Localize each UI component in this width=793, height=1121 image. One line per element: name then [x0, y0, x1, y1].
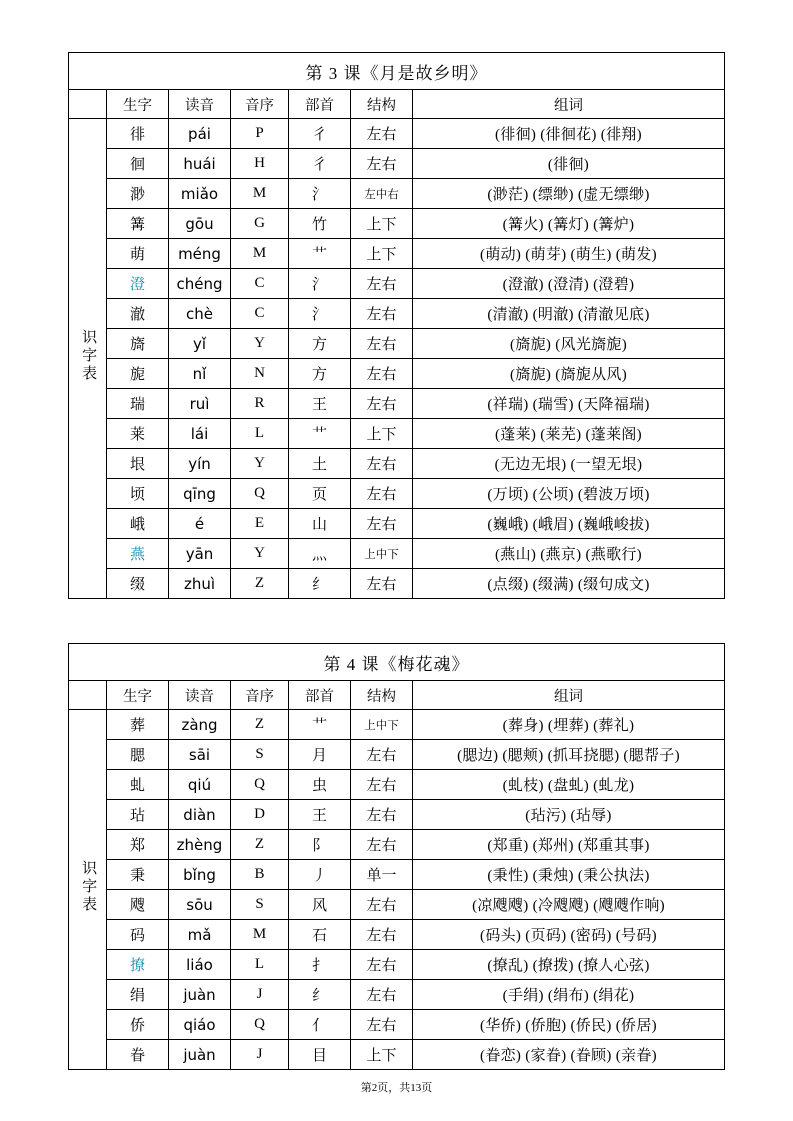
cell-character: 缀	[107, 569, 169, 599]
table-gap	[68, 599, 725, 643]
cell-structure: 左右	[351, 509, 413, 539]
cell-character: 眷	[107, 1040, 169, 1070]
cell-pinyin: é	[169, 509, 231, 539]
cell-radical: 方	[289, 359, 351, 389]
cell-radical: 纟	[289, 980, 351, 1010]
cell-initial-letter: L	[231, 950, 289, 980]
cell-words: (腮边) (腮颊) (抓耳挠腮) (腮帮子)	[413, 740, 725, 770]
header-bushou: 部首	[289, 90, 351, 119]
cell-radical: 氵	[289, 269, 351, 299]
cell-character: 葬	[107, 710, 169, 740]
cell-initial-letter: S	[231, 890, 289, 920]
cell-initial-letter: N	[231, 359, 289, 389]
cell-structure: 左中右	[351, 179, 413, 209]
cell-radical: 阝	[289, 830, 351, 860]
cell-structure: 左右	[351, 449, 413, 479]
cell-structure: 左右	[351, 770, 413, 800]
cell-pinyin: zhuì	[169, 569, 231, 599]
table-row	[69, 830, 725, 860]
cell-character: 徘	[107, 119, 169, 149]
table-row	[69, 860, 725, 890]
cell-radical: 丿	[289, 860, 351, 890]
cell-character: 峨	[107, 509, 169, 539]
table-row	[69, 980, 725, 1010]
cell-radical: 土	[289, 449, 351, 479]
cell-structure: 上中下	[351, 539, 413, 569]
cell-radical: 纟	[289, 569, 351, 599]
cell-radical: 氵	[289, 299, 351, 329]
cell-initial-letter: Y	[231, 329, 289, 359]
table-row	[69, 800, 725, 830]
cell-initial-letter: Q	[231, 770, 289, 800]
table-row	[69, 950, 725, 980]
cell-structure: 左右	[351, 920, 413, 950]
cell-words: (祥瑞) (瑞雪) (天降福瑞)	[413, 389, 725, 419]
cell-initial-letter: P	[231, 119, 289, 149]
cell-structure: 左右	[351, 980, 413, 1010]
row-group-label	[69, 710, 107, 1070]
cell-pinyin: yān	[169, 539, 231, 569]
cell-words: (燕山) (燕京) (燕歌行)	[413, 539, 725, 569]
cell-pinyin: yín	[169, 449, 231, 479]
cell-words: (万顷) (公顷) (碧波万顷)	[413, 479, 725, 509]
page-footer: 第2页，共13页	[360, 1082, 433, 1094]
cell-words: (秉性) (秉烛) (秉公执法)	[413, 860, 725, 890]
cell-structure: 左右	[351, 830, 413, 860]
row-group-label-text: 识字表	[80, 329, 97, 383]
table-title	[69, 644, 725, 681]
cell-structure: 上下	[351, 419, 413, 449]
cell-pinyin: ruì	[169, 389, 231, 419]
cell-structure: 左右	[351, 119, 413, 149]
cell-character: 篝	[107, 209, 169, 239]
cell-radical: 竹	[289, 209, 351, 239]
header-zuci: 组词	[413, 90, 725, 119]
cell-character: 燕	[107, 539, 169, 569]
cell-radical: 目	[289, 1040, 351, 1070]
table-header-row	[69, 681, 725, 710]
cell-radical: 石	[289, 920, 351, 950]
header-zuci: 组词	[413, 681, 725, 710]
cell-structure: 左右	[351, 1010, 413, 1040]
table-row	[69, 419, 725, 449]
cell-structure: 左右	[351, 329, 413, 359]
cell-pinyin: zhèng	[169, 830, 231, 860]
cell-words: (旖旎) (旖旎从风)	[413, 359, 725, 389]
table-row	[69, 239, 725, 269]
cell-words: (萌动) (萌芽) (萌生) (萌发)	[413, 239, 725, 269]
cell-pinyin: gōu	[169, 209, 231, 239]
cell-character: 徊	[107, 149, 169, 179]
cell-structure: 左右	[351, 800, 413, 830]
cell-character: 渺	[107, 179, 169, 209]
cell-initial-letter: Y	[231, 449, 289, 479]
header-jiegou: 结构	[351, 90, 413, 119]
cell-pinyin: sōu	[169, 890, 231, 920]
cell-structure: 左右	[351, 299, 413, 329]
table-row	[69, 1010, 725, 1040]
cell-character: 侨	[107, 1010, 169, 1040]
cell-pinyin: bǐng	[169, 860, 231, 890]
header-duyin: 读音	[169, 90, 231, 119]
header-duyin: 读音	[169, 681, 231, 710]
cell-pinyin: pái	[169, 119, 231, 149]
cell-initial-letter: J	[231, 980, 289, 1010]
table-row	[69, 179, 725, 209]
cell-initial-letter: C	[231, 269, 289, 299]
cell-structure: 上下	[351, 1040, 413, 1070]
cell-initial-letter: R	[231, 389, 289, 419]
cell-initial-letter: E	[231, 509, 289, 539]
cell-words: (旖旎) (风光旖旎)	[413, 329, 725, 359]
cell-character: 飕	[107, 890, 169, 920]
cell-character: 撩	[107, 950, 169, 980]
cell-pinyin: juàn	[169, 1040, 231, 1070]
cell-pinyin: juàn	[169, 980, 231, 1010]
cell-pinyin: diàn	[169, 800, 231, 830]
cell-words: (撩乱) (撩拨) (撩人心弦)	[413, 950, 725, 980]
row-group-label-text: 识字表	[80, 860, 97, 914]
cell-words: (蓬莱) (莱芜) (蓬莱阁)	[413, 419, 725, 449]
cell-character: 垠	[107, 449, 169, 479]
cell-pinyin: yǐ	[169, 329, 231, 359]
cell-pinyin: méng	[169, 239, 231, 269]
cell-pinyin: nǐ	[169, 359, 231, 389]
table-row	[69, 740, 725, 770]
table-row	[69, 329, 725, 359]
header-jiegou: 结构	[351, 681, 413, 710]
cell-radical: 彳	[289, 149, 351, 179]
table-row	[69, 359, 725, 389]
cell-structure: 上中下	[351, 710, 413, 740]
cell-radical: 氵	[289, 179, 351, 209]
table-row	[69, 770, 725, 800]
cell-words: (手绢) (绢布) (绢花)	[413, 980, 725, 1010]
table-row	[69, 209, 725, 239]
cell-initial-letter: H	[231, 149, 289, 179]
cell-initial-letter: Z	[231, 830, 289, 860]
table-row	[69, 710, 725, 740]
cell-structure: 左右	[351, 389, 413, 419]
table-header-row	[69, 90, 725, 119]
cell-structure: 左右	[351, 950, 413, 980]
cell-radical: 山	[289, 509, 351, 539]
cell-character: 腮	[107, 740, 169, 770]
lesson-table-1	[68, 52, 725, 599]
cell-initial-letter: M	[231, 920, 289, 950]
cell-radical: 亻	[289, 1010, 351, 1040]
cell-character: 虬	[107, 770, 169, 800]
cell-pinyin: lái	[169, 419, 231, 449]
cell-pinyin: mǎ	[169, 920, 231, 950]
table-row	[69, 539, 725, 569]
cell-radical: 月	[289, 740, 351, 770]
title-name: 《梅花魂》	[379, 654, 470, 674]
cell-radical: 王	[289, 800, 351, 830]
cell-words: (华侨) (侨胞) (侨民) (侨居)	[413, 1010, 725, 1040]
header-corner	[69, 90, 107, 119]
cell-words: (郑重) (郑州) (郑重其事)	[413, 830, 725, 860]
title-lesson: 第 3 课	[305, 63, 362, 83]
header-shengzi: 生字	[107, 681, 169, 710]
cell-radical: 艹	[289, 419, 351, 449]
cell-radical: 艹	[289, 710, 351, 740]
cell-initial-letter: Q	[231, 479, 289, 509]
cell-initial-letter: Z	[231, 569, 289, 599]
cell-character: 澈	[107, 299, 169, 329]
cell-structure: 左右	[351, 890, 413, 920]
table-row	[69, 119, 725, 149]
cell-initial-letter: M	[231, 179, 289, 209]
cell-radical: 虫	[289, 770, 351, 800]
cell-character: 码	[107, 920, 169, 950]
cell-structure: 左右	[351, 569, 413, 599]
cell-words: (徘徊) (徘徊花) (徘翔)	[413, 119, 725, 149]
table-row	[69, 890, 725, 920]
cell-character: 旖	[107, 329, 169, 359]
cell-pinyin: chè	[169, 299, 231, 329]
cell-structure: 左右	[351, 740, 413, 770]
cell-pinyin: liáo	[169, 950, 231, 980]
cell-initial-letter: C	[231, 299, 289, 329]
table-row	[69, 1040, 725, 1070]
table-row	[69, 509, 725, 539]
table-row	[69, 269, 725, 299]
cell-character: 玷	[107, 800, 169, 830]
cell-pinyin: qiú	[169, 770, 231, 800]
cell-structure: 左右	[351, 359, 413, 389]
title-lesson: 第 4 课	[323, 654, 380, 674]
cell-words: (无边无垠) (一望无垠)	[413, 449, 725, 479]
cell-radical: 艹	[289, 239, 351, 269]
row-group-label	[69, 119, 107, 599]
cell-radical: 灬	[289, 539, 351, 569]
cell-initial-letter: M	[231, 239, 289, 269]
cell-words: (巍峨) (峨眉) (巍峨峻拔)	[413, 509, 725, 539]
cell-structure: 左右	[351, 149, 413, 179]
cell-character: 萌	[107, 239, 169, 269]
table-row	[69, 920, 725, 950]
header-shengzi: 生字	[107, 90, 169, 119]
table-row	[69, 299, 725, 329]
cell-initial-letter: Z	[231, 710, 289, 740]
cell-character: 澄	[107, 269, 169, 299]
cell-radical: 扌	[289, 950, 351, 980]
cell-initial-letter: S	[231, 740, 289, 770]
cell-structure: 上下	[351, 239, 413, 269]
table-title-row	[69, 53, 725, 90]
cell-words: (眷恋) (家眷) (眷顾) (亲眷)	[413, 1040, 725, 1070]
cell-initial-letter: J	[231, 1040, 289, 1070]
cell-initial-letter: B	[231, 860, 289, 890]
cell-character: 旎	[107, 359, 169, 389]
table-row	[69, 479, 725, 509]
cell-radical: 方	[289, 329, 351, 359]
cell-words: (凉飕飕) (冷飕飕) (飕飕作响)	[413, 890, 725, 920]
table-row	[69, 569, 725, 599]
table-row	[69, 149, 725, 179]
cell-character: 郑	[107, 830, 169, 860]
cell-pinyin: huái	[169, 149, 231, 179]
cell-initial-letter: G	[231, 209, 289, 239]
table-row	[69, 389, 725, 419]
cell-radical: 王	[289, 389, 351, 419]
cell-structure: 上下	[351, 209, 413, 239]
cell-character: 绢	[107, 980, 169, 1010]
header-corner	[69, 681, 107, 710]
cell-radical: 页	[289, 479, 351, 509]
cell-pinyin: qīng	[169, 479, 231, 509]
cell-initial-letter: Y	[231, 539, 289, 569]
header-yinxu: 音序	[231, 90, 289, 119]
table-title	[69, 53, 725, 90]
header-bushou: 部首	[289, 681, 351, 710]
cell-character: 瑞	[107, 389, 169, 419]
cell-radical: 风	[289, 890, 351, 920]
cell-pinyin: qiáo	[169, 1010, 231, 1040]
cell-pinyin: chéng	[169, 269, 231, 299]
cell-pinyin: miǎo	[169, 179, 231, 209]
cell-words: (篝火) (篝灯) (篝炉)	[413, 209, 725, 239]
lesson-table-2	[68, 643, 725, 1070]
cell-words: (渺茫) (缥缈) (虚无缥缈)	[413, 179, 725, 209]
cell-structure: 左右	[351, 269, 413, 299]
cell-words: (徘徊)	[413, 149, 725, 179]
cell-character: 莱	[107, 419, 169, 449]
cell-initial-letter: D	[231, 800, 289, 830]
title-name: 《月是故乡明》	[361, 63, 488, 83]
cell-words: (点缀) (缀满) (缀句成文)	[413, 569, 725, 599]
cell-words: (澄澈) (澄清) (澄碧)	[413, 269, 725, 299]
cell-words: (虬枝) (盘虬) (虬龙)	[413, 770, 725, 800]
cell-initial-letter: L	[231, 419, 289, 449]
cell-words: (玷污) (玷辱)	[413, 800, 725, 830]
cell-initial-letter: Q	[231, 1010, 289, 1040]
cell-pinyin: zàng	[169, 710, 231, 740]
cell-words: (清澈) (明澈) (清澈见底)	[413, 299, 725, 329]
cell-words: (葬身) (埋葬) (葬礼)	[413, 710, 725, 740]
cell-structure: 左右	[351, 479, 413, 509]
table-title-row	[69, 644, 725, 681]
cell-character: 顷	[107, 479, 169, 509]
cell-structure: 单一	[351, 860, 413, 890]
header-yinxu: 音序	[231, 681, 289, 710]
cell-words: (码头) (页码) (密码) (号码)	[413, 920, 725, 950]
cell-pinyin: sāi	[169, 740, 231, 770]
cell-radical: 彳	[289, 119, 351, 149]
cell-character: 秉	[107, 860, 169, 890]
table-row	[69, 449, 725, 479]
